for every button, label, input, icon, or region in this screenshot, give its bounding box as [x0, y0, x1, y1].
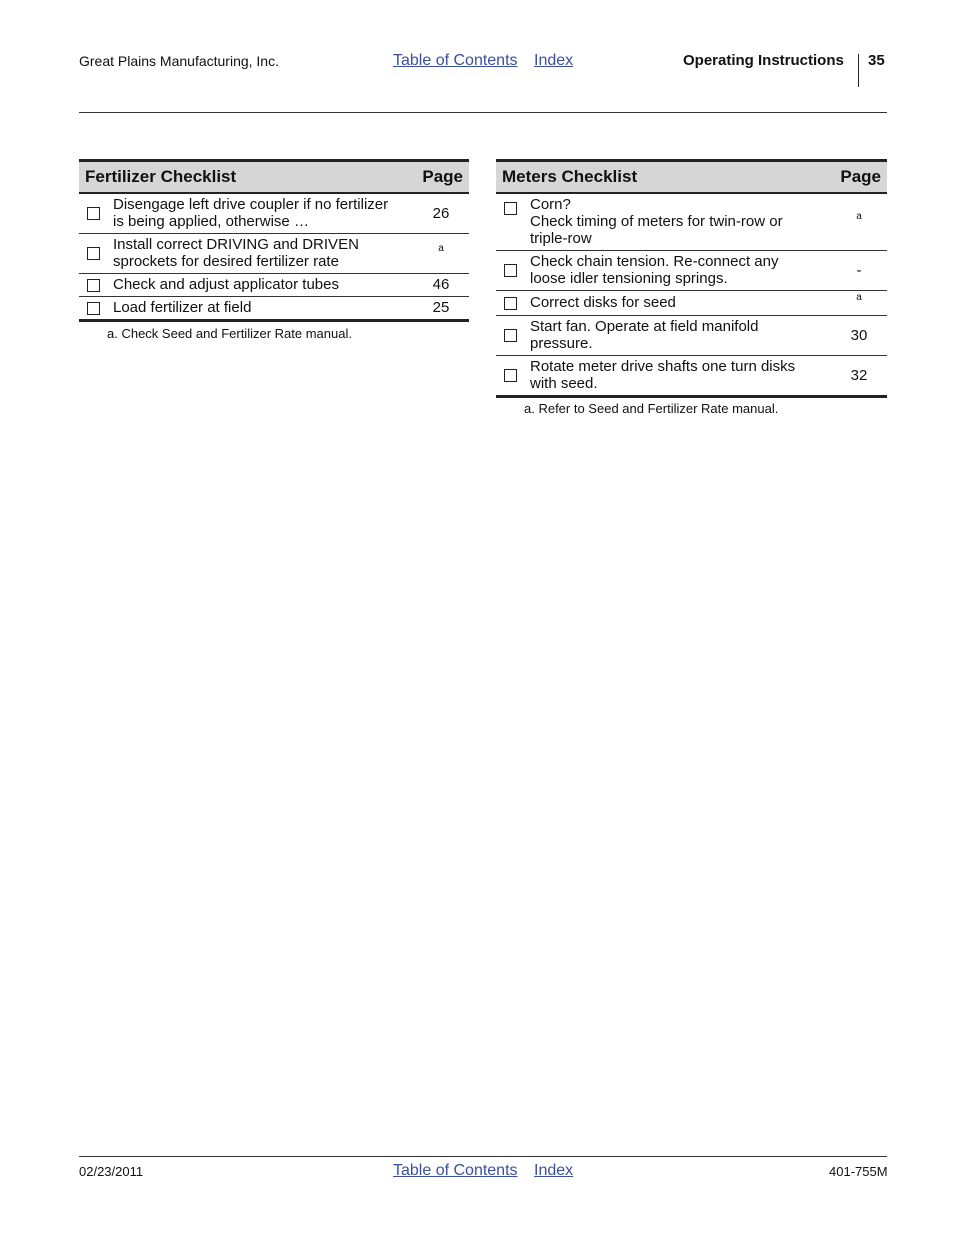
item-page-footnote: a [856, 211, 862, 222]
item-text: sprockets for desired fertilizer rate [113, 253, 339, 270]
fertilizer-page-header: Page [413, 161, 469, 194]
fertilizer-checklist-table [79, 159, 469, 322]
table-row [79, 234, 469, 274]
header-index-link[interactable]: Index [534, 52, 574, 69]
company-name: Great Plains Manufacturing, Inc. [79, 53, 279, 69]
item-text: pressure. [530, 335, 593, 352]
meters-checklist-title: Meters Checklist [496, 161, 831, 194]
meters-page-header: Page [831, 161, 887, 194]
item-text: loose idler tensioning springs. [530, 270, 728, 287]
item-text: Start fan. Operate at field manifold [530, 318, 759, 335]
footer-rule [79, 1156, 887, 1157]
checkbox[interactable] [87, 207, 100, 220]
fertilizer-footnote: a. Check Seed and Fertilizer Rate manual. [107, 326, 352, 341]
table-row [496, 251, 887, 291]
item-text: Check chain tension. Re-connect any [530, 253, 779, 270]
table-row [79, 297, 469, 321]
item-text: triple-row [530, 230, 592, 247]
checkbox[interactable] [87, 247, 100, 260]
item-page: 26 [413, 193, 469, 234]
checkbox[interactable] [87, 302, 100, 315]
item-text: Check and adjust applicator tubes [113, 274, 413, 297]
meters-footnote: a. Refer to Seed and Fertilizer Rate manual. [524, 401, 779, 416]
section-title: Operating Instructions [683, 52, 844, 69]
page-number: 35 [868, 52, 885, 69]
item-text: Correct disks for seed [530, 291, 831, 316]
item-page: 25 [413, 297, 469, 321]
footer-date: 02/23/2011 [79, 1164, 144, 1179]
item-page: 30 [831, 316, 887, 356]
item-page: 46 [413, 274, 469, 297]
item-text: Check timing of meters for twin-row or [530, 213, 783, 230]
item-text: with seed. [530, 375, 598, 392]
checkbox[interactable] [504, 202, 517, 215]
table-row [496, 316, 887, 356]
meters-checklist-table [496, 159, 887, 398]
header-rule [79, 112, 887, 113]
item-page: 32 [831, 356, 887, 397]
item-text: Corn? [530, 196, 571, 213]
table-row [79, 274, 469, 297]
checkbox[interactable] [87, 279, 100, 292]
checkbox[interactable] [504, 369, 517, 382]
table-row [496, 193, 887, 251]
item-text: is being applied, otherwise … [113, 213, 309, 230]
table-row [79, 193, 469, 234]
item-text: Load fertilizer at field [113, 297, 413, 321]
table-row [496, 356, 887, 397]
item-page-footnote: a [438, 242, 444, 254]
item-text: Disengage left drive coupler if no fertilizer [113, 196, 389, 213]
header-toc-link[interactable]: Table of Contents [393, 52, 518, 69]
footer-index-link[interactable]: Index [534, 1162, 574, 1179]
footer-doc-number: 401-755M [829, 1164, 888, 1179]
footer-toc-link[interactable]: Table of Contents [393, 1162, 518, 1179]
header-divider [858, 54, 859, 87]
item-page: - [831, 251, 887, 291]
checkbox[interactable] [504, 264, 517, 277]
item-text: Install correct DRIVING and DRIVEN [113, 236, 359, 253]
item-text: Rotate meter drive shafts one turn disks [530, 358, 796, 375]
checkbox[interactable] [504, 329, 517, 342]
item-page-footnote: a [856, 292, 862, 303]
checkbox[interactable] [504, 297, 517, 310]
fertilizer-checklist-title: Fertilizer Checklist [79, 161, 413, 194]
table-row [496, 291, 887, 316]
